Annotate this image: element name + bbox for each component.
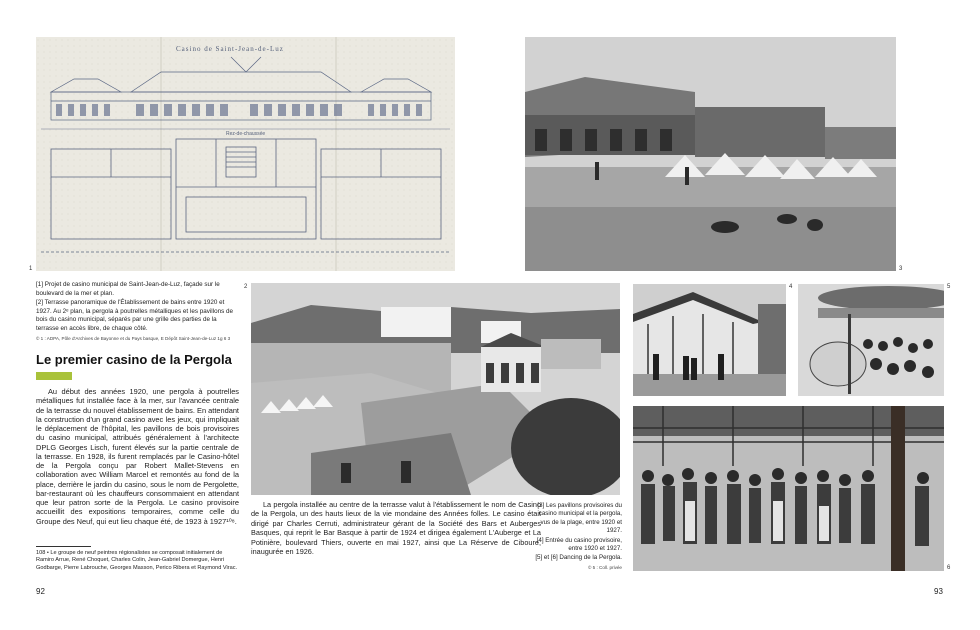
- figure-number-4: 4: [789, 284, 793, 290]
- plan-title-label: Casino de Saint-Jean-de-Luz: [176, 45, 284, 53]
- caption-figure-1: [36, 281, 236, 344]
- heading-accent-bar: [36, 372, 72, 380]
- caption-2-text: [2] Terrasse panoramique de l'Établissement de bains entre 1920 et 1927. Au 2ᵉ plan, la pergola à poutrelles métalliques et les pavillons de bois du casino municipal, séparés par une grille des parties de la terrasse en accès libre, de chaque côté.: [36, 299, 233, 332]
- figure-number-6: 6: [947, 565, 951, 571]
- caption-1-text: [1] Projet de casino municipal de Saint-Jean-de-Luz, façade sur le boulevard de la mer et plan.: [36, 281, 220, 297]
- figure-5-dancing-photo: [798, 284, 944, 396]
- figure-number-5: 5: [947, 284, 951, 290]
- caption-right-block: [528, 502, 622, 573]
- figure-1-architectural-plan: [36, 37, 455, 271]
- figure-number-2: 2: [244, 284, 248, 290]
- caption-4-text: [4] Entrée du casino provisoire, entre 1920 et 1927.: [536, 536, 622, 553]
- body-column: [36, 387, 239, 526]
- crowd-photo-drawing: [633, 406, 944, 571]
- entrance-photo-drawing: [633, 284, 786, 396]
- figure-number-1: 1: [29, 266, 33, 272]
- caption-3-text: [3] Les pavillons provisoires du casino municipal et la pergola, vus de la plage, entre 1920 et 1927.: [537, 502, 622, 535]
- figure-3-beach-photo: [525, 37, 896, 271]
- caption-right-credit: © 5 : Coll. privée: [587, 564, 622, 570]
- plan-drawing: [36, 37, 455, 271]
- terrace-photo-drawing: [251, 283, 620, 495]
- section-heading: Le premier casino de la Pergola: [36, 352, 232, 367]
- figure-2-terrace-photo: [251, 283, 620, 495]
- page-number-right: 93: [934, 587, 943, 596]
- figure-4-casino-entrance-photo: [633, 284, 786, 396]
- figure-number-3: 3: [899, 266, 903, 272]
- middle-text-column: [251, 500, 541, 556]
- plan-section-label: Rez-de-chaussée: [226, 131, 266, 137]
- body-paragraph: Au début des années 1920, une pergola à poutrelles métalliques fut installée face à la mer, sur l'avancée centrale de la terrasse du nouvel établissement de bains. En attendant la construction d'un grand casino avec les jeux, qui impliquait le déplacement de l'hôpital, les pavillons de bois provisoires du casino municipal, attribués généralement à l'architecte DPLG Georges Lisch, furent élevés sur la partie centrale de la terrasse. En 1928, ils furent remplacés par le Casino-hôtel de la Pergola conçu par Robert Mallet-Stevens en collaboration avec William Marcel et remontés au fond de la place, derrière le jardin du casino, sous le nom de Pergolette, bar-restaurant où les chauffeurs consommaient en attendant que leur patron sorte de la Pergola. Le casino provisoire accueillit des expositions temporaires, comme celle du Groupe des Neuf, qui eut lieu chaque été, de 1923 à 1927¹⁰⁸.: [36, 387, 239, 526]
- page-number-left: 92: [36, 587, 45, 596]
- middle-paragraph: La pergola installée au centre de la terrasse valut à l'établissement le nom de Casino de la Pergola, un des hauts lieux de la vie mondaine des Années folles. Le casino était dirigé par Charles Cerruti, administrateur gérant de la Société des Bars et Auberges Basques, qui reprit le Bar Basque à partir de 1924 et dirigea également L'Auberge et La Potinière, boulevard Thiers, ouverte en mai 1927, ainsi que La Réserve de Ciboure, inaugurée en 1926.: [251, 500, 541, 557]
- beach-photo-drawing: [525, 37, 896, 271]
- dancing-photo-drawing: [798, 284, 944, 396]
- footnote-text: 108 • Le groupe de neuf peintres régionalistes se composait initialement de Ramiro Arrue, René Choquet, Charles Colin, Jean-Gabriel Domergue, Henri Godbarge, Pierre Labrouche, Georges Masson, Perico Ribera et Raymond Virac.: [36, 550, 238, 571]
- caption-56-text: [5] et [6] Dancing de la Pergola.: [535, 554, 622, 562]
- figure-6-crowd-photo: [633, 406, 944, 571]
- footnote-rule: [36, 546, 91, 547]
- caption-left-credit: © 1 : ADPA, Pôle d'Archives de Bayonne et du Pays basque, E Dépôt Saint-Jean-de-Luz 1g 6 3: [36, 335, 231, 341]
